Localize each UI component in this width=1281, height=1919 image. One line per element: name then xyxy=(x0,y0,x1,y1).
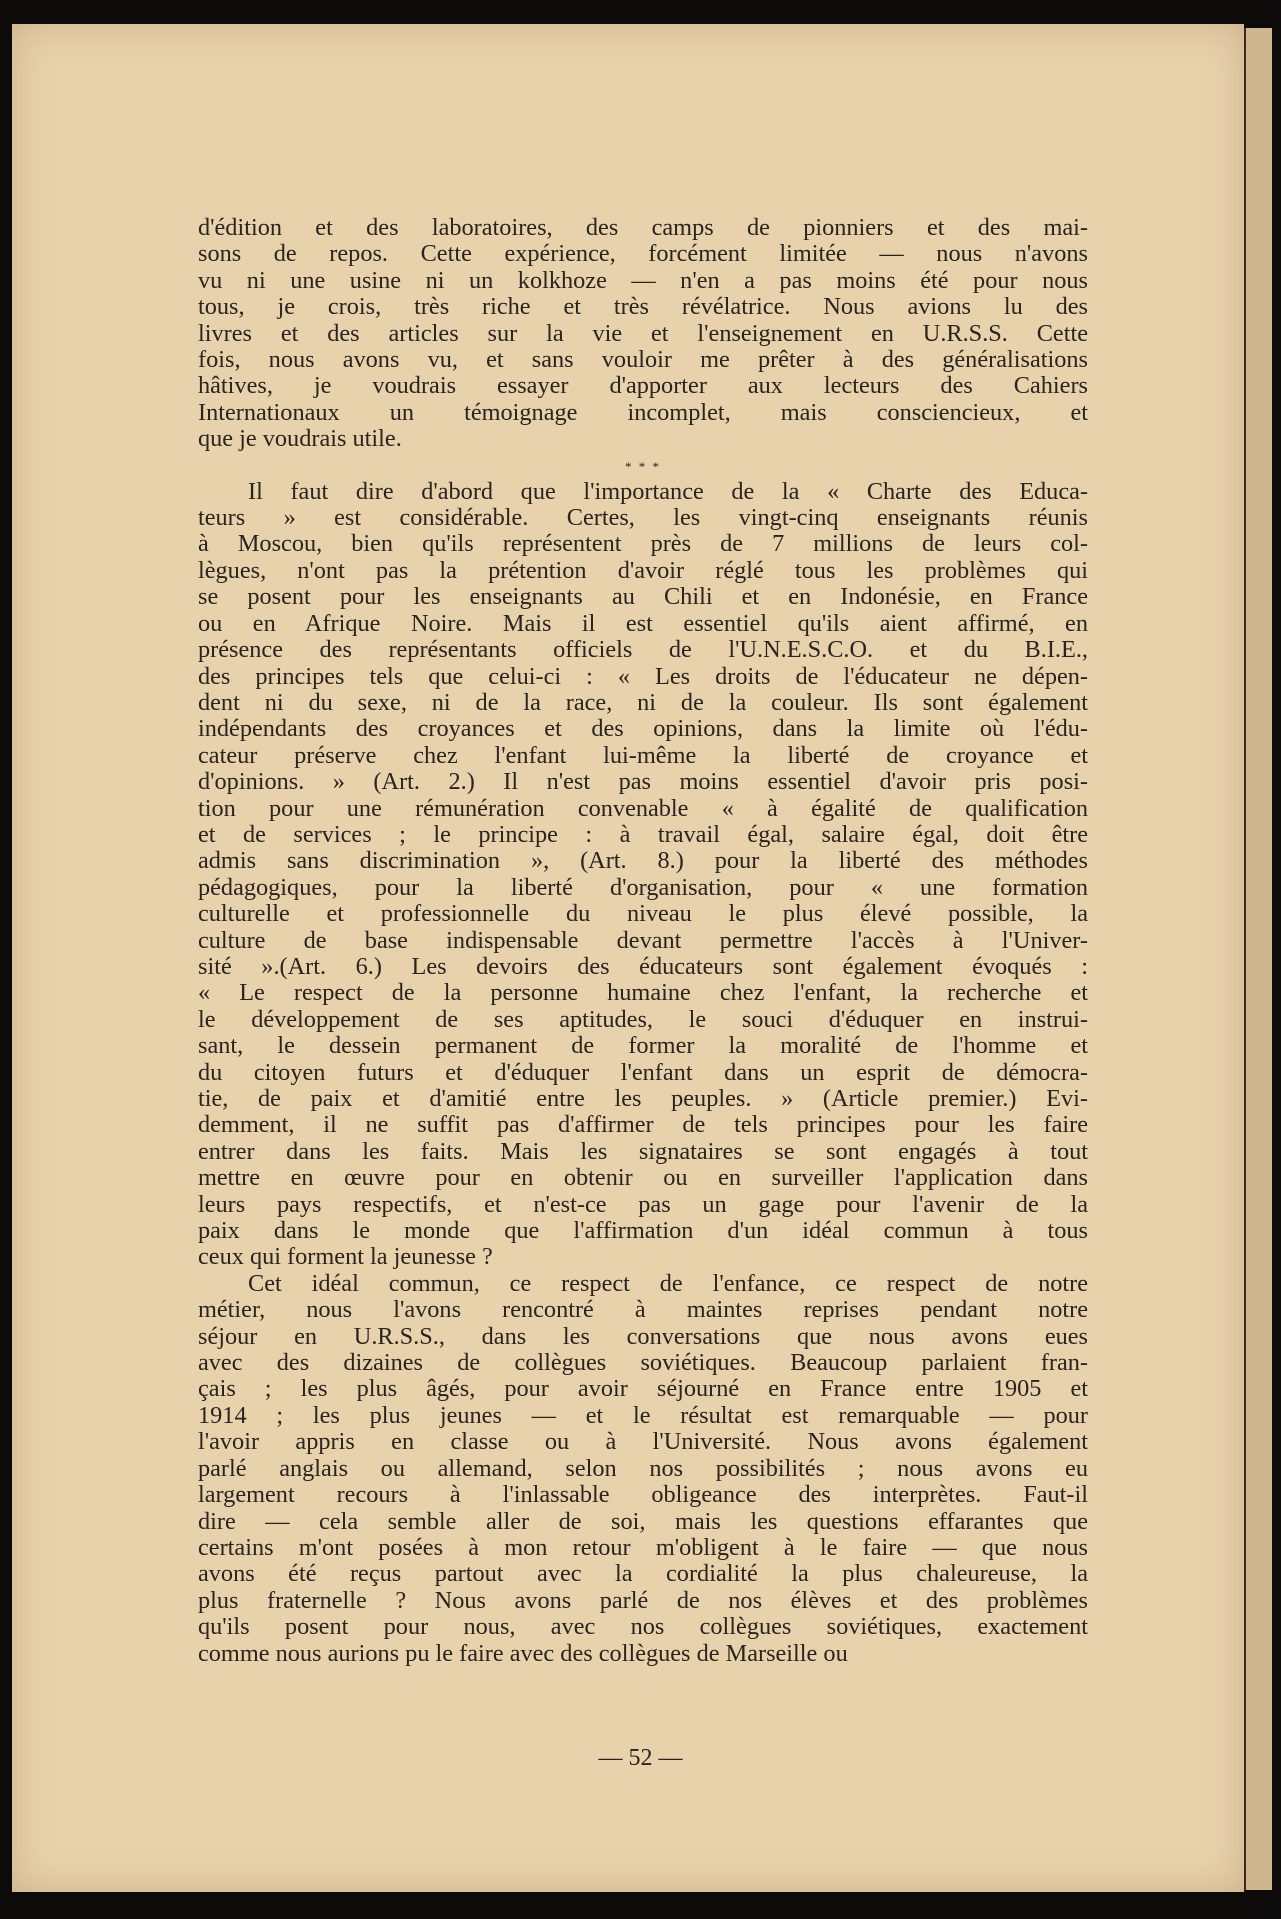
text-line: sité ».(Art. 6.) Les devoirs des éducateurs sont également évoqués : xyxy=(198,952,1088,980)
text-line: séjour en U.R.S.S., dans les conversations que nous avons eues xyxy=(198,1322,1088,1350)
text-line: l'avoir appris en classe ou à l'Université. Nous avons également xyxy=(198,1428,1088,1456)
text-line: livres et des articles sur la vie et l'enseignement en U.R.S.S. Cette xyxy=(198,319,1088,347)
text-line: parlé anglais ou allemand, selon nos possibilités ; nous avons eu xyxy=(198,1454,1088,1482)
text-line: « Le respect de la personne humaine chez l'enfant, la recherche et xyxy=(198,979,1088,1007)
text-line: avec des dizaines de collègues soviétiques. Beaucoup parlaient fran- xyxy=(198,1349,1088,1377)
text-line: à Moscou, bien qu'ils représentent près de 7 millions de leurs col- xyxy=(198,530,1088,558)
text-line: demment, il ne suffit pas d'affirmer de tels principes pour les faire xyxy=(198,1111,1088,1139)
text-line: sons de repos. Cette expérience, forcément limitée — nous n'avons xyxy=(198,240,1088,268)
text-line: tie, de paix et d'amitié entre les peuples. » (Article premier.) Evi- xyxy=(198,1085,1088,1112)
text-line: çais ; les plus âgés, pour avoir séjourné en France entre 1905 et xyxy=(198,1375,1088,1403)
text-line: 1914 ; les plus jeunes — et le résultat est remarquable — pour xyxy=(198,1401,1088,1429)
paragraph-1 xyxy=(198,215,1088,453)
text-line: d'édition et des laboratoires, des camps de pionniers et des mai- xyxy=(198,214,1088,241)
text-line: tous, je crois, très riche et très révélatrice. Nous avions lu des xyxy=(198,293,1088,321)
text-line: leurs pays respectifs, et n'est-ce pas un gage pour l'avenir de la xyxy=(198,1190,1088,1218)
paragraph-3 xyxy=(198,1271,1088,1667)
text-line: culturelle et professionnelle du niveau le plus élevé possible, la xyxy=(198,900,1088,928)
text-line: du citoyen futurs et d'éduquer l'enfant dans un esprit de démocra- xyxy=(198,1058,1088,1086)
text-line: sant, le dessein permanent de former la moralité de l'homme et xyxy=(198,1032,1088,1060)
text-line: ou en Afrique Noire. Mais il est essentiel qu'ils aient affirmé, en xyxy=(198,609,1088,637)
text-line: tion pour une rémunération convenable « à égalité de qualification xyxy=(198,794,1088,822)
body-text xyxy=(198,215,1088,1667)
page-edge xyxy=(1244,28,1272,1890)
text-line: le développement de ses aptitudes, le souci d'éduquer en instrui- xyxy=(198,1005,1088,1033)
text-line: pédagogiques, pour la liberté d'organisation, pour « une formation xyxy=(198,873,1088,901)
text-line: largement recours à l'inlassable obligeance des interprètes. Faut-il xyxy=(198,1481,1088,1509)
text-line: et de services ; le principe : à travail égal, salaire égal, doit être xyxy=(198,820,1088,848)
text-line: plus fraternelle ? Nous avons parlé de nos élèves et des problèmes xyxy=(198,1586,1088,1614)
text-line: Cet idéal commun, ce respect de l'enfance, ce respect de notre xyxy=(248,1269,1088,1297)
text-line: lègues, n'ont pas la prétention d'avoir réglé tous les problèmes qui xyxy=(198,556,1088,584)
text-line: se posent pour les enseignants au Chili et en Indonésie, en France xyxy=(198,583,1088,611)
text-line: cateur préserve chez l'enfant lui-même la liberté de croyance et xyxy=(198,741,1088,769)
text-line: dire — cela semble aller de soi, mais les questions effarantes que xyxy=(198,1507,1088,1535)
text-line: métier, nous l'avons rencontré à maintes reprises pendant notre xyxy=(198,1296,1088,1324)
text-line: Internationaux un témoignage incomplet, mais consciencieux, et xyxy=(198,398,1088,426)
text-line: vu ni une usine ni un kolkhoze — n'en a pas moins été pour nous xyxy=(198,266,1088,294)
section-separator: * * * xyxy=(625,458,661,474)
text-line: dent ni du sexe, ni de la race, ni de la couleur. Ils sont également xyxy=(198,688,1088,716)
text-line: admis sans discrimination », (Art. 8.) pour la liberté des méthodes xyxy=(198,847,1088,875)
page-number: — 52 — xyxy=(598,1745,683,1771)
text-line: entrer dans les faits. Mais les signataires se sont engagés à tout xyxy=(198,1137,1088,1165)
text-line: ceux qui forment la jeunesse ? xyxy=(198,1243,493,1271)
text-line: avons été reçus partout avec la cordialité la plus chaleureuse, la xyxy=(198,1560,1088,1588)
text-line: mettre en œuvre pour en obtenir ou en surveiller l'application dans xyxy=(198,1164,1088,1192)
text-line: Il faut dire d'abord que l'importance de la « Charte des Educa- xyxy=(248,477,1088,505)
text-line: fois, nous avons vu, et sans vouloir me prêter à des généralisations xyxy=(198,346,1088,374)
text-line: paix dans le monde que l'affirmation d'un idéal commun à tous xyxy=(198,1217,1088,1245)
text-line: comme nous aurions pu le faire avec des collègues de Marseille ou xyxy=(198,1639,848,1667)
text-line: hâtives, je voudrais essayer d'apporter aux lecteurs des Cahiers xyxy=(198,372,1088,400)
paragraph-2 xyxy=(198,479,1088,1271)
text-line: qu'ils posent pour nous, avec nos collègues soviétiques, exactement xyxy=(198,1613,1088,1641)
text-line: certains m'ont posées à mon retour m'obligent à le faire — que nous xyxy=(198,1533,1088,1561)
text-line: indépendants des croyances et des opinions, dans la limite où l'édu- xyxy=(198,715,1088,743)
text-line: d'opinions. » (Art. 2.) Il n'est pas moins essentiel d'avoir pris posi- xyxy=(198,768,1088,796)
text-line: présence des représentants officiels de l'U.N.E.S.C.O. et du B.I.E., xyxy=(198,636,1088,664)
text-line: que je voudrais utile. xyxy=(198,425,402,453)
text-line: teurs » est considérable. Certes, les vingt-cinq enseignants réunis xyxy=(198,504,1088,532)
text-line: des principes tels que celui-ci : « Les droits de l'éducateur ne dépen- xyxy=(198,662,1088,690)
text-line: culture de base indispensable devant permettre l'accès à l'Univer- xyxy=(198,926,1088,954)
